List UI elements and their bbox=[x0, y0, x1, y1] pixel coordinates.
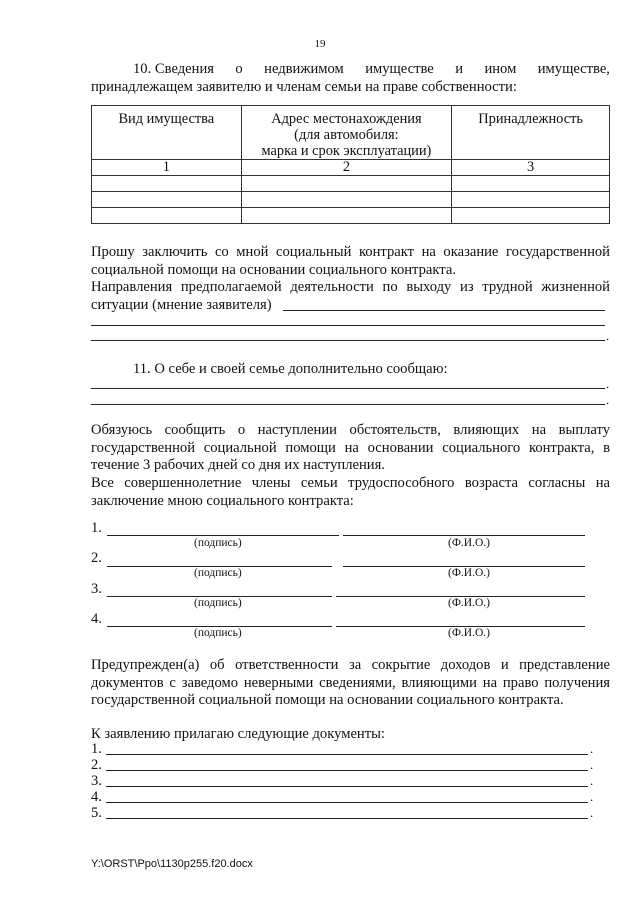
fio-label: (Ф.И.О.) bbox=[448, 597, 490, 609]
signature-number: 1. bbox=[91, 520, 102, 536]
attachment-number: 4. bbox=[91, 789, 102, 805]
section10-number: 10. Сведения bbox=[133, 61, 214, 77]
directions-text: Направления предполагаемой деятельности по выходу из трудной жизненной ситуации (мнение заявителя) bbox=[91, 279, 610, 313]
table-cell[interactable] bbox=[92, 176, 242, 192]
header-property-type: Вид имущества bbox=[92, 106, 242, 160]
header-address bbox=[241, 106, 452, 160]
attachment-number: 1. bbox=[91, 741, 102, 757]
attachment-number: 3. bbox=[91, 773, 102, 789]
directions-input-line-1[interactable] bbox=[283, 310, 605, 311]
warning-paragraph: Предупрежден(а) об ответственности за сокрытие доходов и представление документов с заведомо неверными сведениями, влияющими на право получения государственной социальной помощи на основании социального контракта. bbox=[91, 657, 610, 709]
directions-input-line-3[interactable] bbox=[91, 340, 605, 341]
attachment-input[interactable] bbox=[106, 770, 588, 771]
page-number: 19 bbox=[314, 38, 326, 50]
signature-label: (подпись) bbox=[194, 597, 242, 609]
attachment-number: 2. bbox=[91, 757, 102, 773]
header-address-line: марка и срок эксплуатации) bbox=[261, 143, 432, 159]
line-period: . bbox=[606, 328, 610, 343]
table-row[interactable] bbox=[92, 192, 610, 208]
footer-file-path: Y:\ORST\Ppo\1130p255.f20.docx bbox=[91, 858, 253, 870]
section10-word: имуществе bbox=[365, 61, 434, 77]
table-row[interactable] bbox=[92, 176, 610, 192]
table-cell[interactable] bbox=[241, 208, 452, 224]
section10-word: ином bbox=[484, 61, 517, 77]
section10-word: о bbox=[235, 61, 243, 77]
line-period: . bbox=[606, 392, 610, 407]
table-header-row bbox=[92, 106, 610, 160]
header-address-line: Адрес местонахождения bbox=[271, 111, 422, 127]
attachment-input[interactable] bbox=[106, 754, 588, 755]
table-cell[interactable] bbox=[452, 192, 610, 208]
line-period: . bbox=[590, 741, 594, 756]
section10-heading-line2: принадлежащем заявителю и членам семьи на праве собственности: bbox=[91, 79, 517, 95]
header-ownership: Принадлежность bbox=[452, 106, 610, 160]
attachment-number: 5. bbox=[91, 805, 102, 821]
signature-input[interactable] bbox=[107, 535, 339, 536]
line-period: . bbox=[590, 773, 594, 788]
column-number: 1 bbox=[92, 160, 242, 176]
request-paragraph: Прошу заключить со мной социальный контракт на оказание государственной социальной помощи на основании социального контракта. bbox=[91, 244, 610, 278]
signature-number: 3. bbox=[91, 581, 102, 597]
header-address-line: (для автомобиля: bbox=[294, 127, 399, 143]
attachments-title: К заявлению прилагаю следующие документы: bbox=[91, 726, 385, 742]
table-cell[interactable] bbox=[452, 208, 610, 224]
fio-label: (Ф.И.О.) bbox=[448, 567, 490, 579]
signature-label: (подпись) bbox=[194, 627, 242, 639]
line-period: . bbox=[590, 789, 594, 804]
table-cell[interactable] bbox=[452, 176, 610, 192]
section11-input-line-1[interactable] bbox=[91, 388, 605, 389]
table-cell[interactable] bbox=[241, 176, 452, 192]
fio-label: (Ф.И.О.) bbox=[448, 537, 490, 549]
section10-word: имуществе, bbox=[537, 61, 610, 77]
fio-label: (Ф.И.О.) bbox=[448, 627, 490, 639]
signature-label: (подпись) bbox=[194, 567, 242, 579]
table-cell[interactable] bbox=[92, 208, 242, 224]
signature-label: (подпись) bbox=[194, 537, 242, 549]
section10-heading-line1 bbox=[133, 61, 610, 79]
directions-paragraph bbox=[91, 279, 610, 314]
table-cell[interactable] bbox=[241, 192, 452, 208]
line-period: . bbox=[590, 757, 594, 772]
fio-input[interactable] bbox=[343, 535, 585, 536]
directions-input-line-2[interactable] bbox=[91, 325, 605, 326]
obligation-paragraph: Обязуюсь сообщить о наступлении обстоятельств, влияющих на выплату государственной социальной помощи на основании социального контракта, в течение 3 рабочих дней со дня их наступления. bbox=[91, 422, 610, 474]
column-number: 2 bbox=[241, 160, 452, 176]
attachment-input[interactable] bbox=[106, 818, 588, 819]
section11-title: 11. О себе и своей семье дополнительно сообщаю: bbox=[133, 361, 448, 377]
line-period: . bbox=[590, 805, 594, 820]
section10-word: и bbox=[455, 61, 463, 77]
section11-input-line-2[interactable] bbox=[91, 404, 605, 405]
table-row[interactable] bbox=[92, 208, 610, 224]
section10-word: недвижимом bbox=[264, 61, 344, 77]
attachment-input[interactable] bbox=[106, 786, 588, 787]
signature-number: 2. bbox=[91, 550, 102, 566]
table-column-numbers-row bbox=[92, 160, 610, 176]
consent-paragraph: Все совершеннолетние члены семьи трудоспособного возраста согласны на заключение мною социального контракта: bbox=[91, 475, 610, 509]
table-cell[interactable] bbox=[92, 192, 242, 208]
signature-number: 4. bbox=[91, 611, 102, 627]
line-period: . bbox=[606, 376, 610, 391]
column-number: 3 bbox=[452, 160, 610, 176]
property-table bbox=[91, 105, 610, 224]
attachment-input[interactable] bbox=[106, 802, 588, 803]
